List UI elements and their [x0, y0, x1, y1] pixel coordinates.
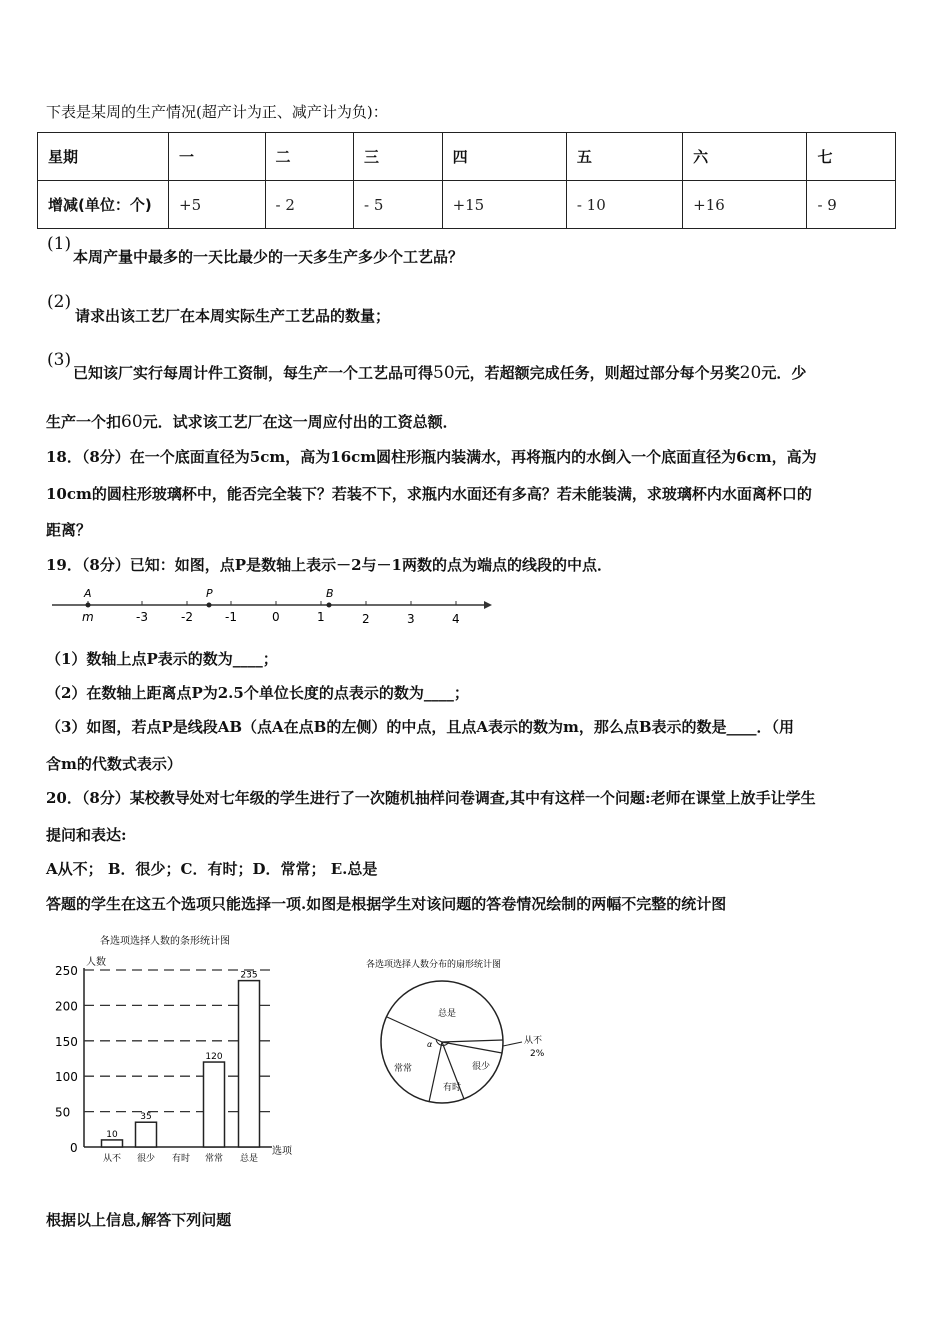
part-number: (2)	[47, 292, 72, 312]
slice-boundary	[442, 1042, 502, 1053]
tick-label: 1	[317, 610, 325, 624]
y-tick-label: 0	[70, 1141, 78, 1155]
slice-boundary	[387, 1017, 442, 1042]
bar-value-label: 235	[240, 970, 258, 981]
q17-part1: 本周产量中最多的一天比最少的一天多生产多少个工艺品？	[73, 248, 464, 266]
y-tick-label: 100	[55, 1070, 78, 1085]
slice-label: 总是	[438, 1009, 457, 1019]
q20-options: A从不； B．很少；C．有时；D．常常； E.总是	[46, 860, 378, 878]
number-line	[40, 580, 500, 630]
tick-label: -3	[136, 610, 148, 624]
slice-label: 很少	[472, 1062, 491, 1072]
bar-从不	[102, 1140, 123, 1147]
tick-label: -2	[181, 610, 193, 624]
q17-part3	[73, 362, 806, 383]
table-cell: 一	[169, 133, 266, 181]
q18-line3: 距离？	[46, 521, 92, 539]
slice-label: 从不	[524, 1036, 543, 1046]
text-run: 已知该厂实行每周计件工资制，每生产一个工艺品可得	[73, 364, 434, 382]
point-label: B	[326, 587, 334, 600]
table-header-row	[38, 133, 896, 181]
chart-title: 各选项选择人数的条形统计图	[100, 936, 230, 947]
pie-chart	[360, 950, 560, 1110]
point-sublabel: m	[82, 610, 94, 624]
text-run: 元，若超额完成任务，则超过部分每个另奖	[454, 364, 740, 382]
table-cell: 五	[566, 133, 682, 181]
text-run: 生产一个扣	[46, 413, 122, 431]
point-label: P	[206, 587, 213, 600]
q20-line1: 20．（8分）某校教导处对七年级的学生进行了一次随机抽样问卷调查,其中有这样一个问题:老师在课堂上放手让学生	[46, 789, 816, 807]
point-a	[86, 603, 91, 608]
table-cell: +15	[442, 181, 566, 229]
point-p	[207, 603, 212, 608]
bar-value-label: 35	[140, 1112, 152, 1123]
table-cell: 星期	[38, 133, 169, 181]
y-tick-label: 150	[55, 1034, 78, 1049]
q17-part3-cont	[46, 411, 458, 432]
tick-label: 2	[362, 612, 370, 626]
bar-总是	[239, 981, 260, 1147]
bar-chart	[50, 928, 310, 1173]
q18-line1: 18．（8分）在一个底面直径为5cm，高为16cm圆柱形瓶内装满水，再将瓶内的水倒入一个底面直径为6cm，高为	[46, 448, 817, 466]
table-cell: - 9	[807, 181, 896, 229]
table-cell: 七	[807, 133, 896, 181]
value: 50	[433, 363, 455, 383]
chart-title: 各选项选择人数分布的扇形统计图	[366, 960, 502, 970]
tick-label: 0	[272, 610, 280, 624]
table-cell: 增减(单位：个)	[38, 181, 169, 229]
value: 20	[739, 363, 762, 383]
table-cell: 二	[265, 133, 354, 181]
table-cell: 三	[354, 133, 443, 181]
y-tick-label: 50	[55, 1105, 71, 1120]
production-table	[37, 132, 896, 229]
slice-boundary	[429, 1042, 442, 1102]
table-cell: 六	[683, 133, 807, 181]
bar-很少	[136, 1122, 157, 1147]
q19-sub3: （3）如图，若点P是线段AB（点A在点B的左侧）的中点，且点A表示的数为m，那么点B表示的数是____．（用	[46, 718, 795, 736]
point-b	[327, 603, 332, 608]
q20-bottom: 根据以上信息,解答下列问题	[46, 1211, 232, 1229]
q18-line2: 10cm的圆柱形玻璃杯中，能否完全装下？若装不下，求瓶内水面还有多高？若未能装满，求玻璃杯内水面离杯口的	[46, 485, 812, 503]
x-tick-label: 有时	[171, 1154, 191, 1164]
point-label: A	[84, 587, 92, 600]
slice-boundary	[442, 1040, 503, 1042]
table-cell: +16	[683, 181, 807, 229]
bar-常常	[204, 1062, 225, 1147]
table-cell: - 10	[566, 181, 682, 229]
table-cell: - 2	[265, 181, 354, 229]
q19-line1: 19．（8分）已知：如图，点P是数轴上表示－2与－1两数的点为端点的线段的中点．	[46, 556, 612, 574]
q17-part2: 请求出该工艺厂在本周实际生产工艺品的数量；	[75, 307, 391, 325]
bar-value-label: 10	[106, 1129, 118, 1140]
y-tick-label: 200	[55, 999, 78, 1014]
bar-value-label: 120	[205, 1052, 223, 1063]
angle-label: α	[427, 1040, 433, 1049]
table-data-row	[38, 181, 896, 229]
text-run: 元．试求该工艺厂在这一周应付出的工资总额．	[142, 413, 458, 431]
x-tick-label: 从不	[102, 1154, 122, 1164]
table-cell: 四	[442, 133, 566, 181]
table-cell: +5	[169, 181, 266, 229]
text-run: 元．少	[761, 364, 807, 382]
tick-label: -1	[225, 610, 237, 624]
y-tick-label: 250	[55, 964, 78, 978]
q19-sub3-cont: 含m的代数式表示）	[46, 755, 182, 773]
table-cell: - 5	[354, 181, 443, 229]
number-line-arrow	[484, 601, 492, 609]
q19-sub2: （2）在数轴上距离点P为2.5个单位长度的点表示的数为____；	[46, 684, 469, 702]
x-tick-label: 常常	[204, 1154, 224, 1164]
q20-line2: 提问和表达:	[46, 826, 127, 844]
x-tick-label: 很少	[136, 1154, 156, 1164]
tick-label: 4	[452, 612, 460, 626]
slice-label: 有时	[443, 1083, 462, 1093]
part-number: (1)	[47, 234, 72, 254]
leader-line	[503, 1042, 522, 1046]
intro-text: 下表是某周的生产情况(超产计为正、减产计为负)：	[46, 103, 388, 121]
slice-percent: 2%	[530, 1049, 545, 1059]
x-axis-label: 选项	[272, 1146, 292, 1157]
q19-sub1: （1）数轴上点P表示的数为____；	[46, 650, 278, 668]
x-tick-label: 总是	[239, 1154, 259, 1164]
q20-line4: 答题的学生在这五个选项只能选择一项.如图是根据学生对该问题的答卷情况绘制的两幅不完整的统计图	[46, 895, 727, 913]
value: 60	[121, 412, 143, 432]
slice-label: 常常	[394, 1064, 413, 1074]
tick-label: 3	[407, 612, 415, 626]
y-axis-label: 人数	[86, 957, 106, 968]
part-number: (3)	[47, 350, 72, 370]
